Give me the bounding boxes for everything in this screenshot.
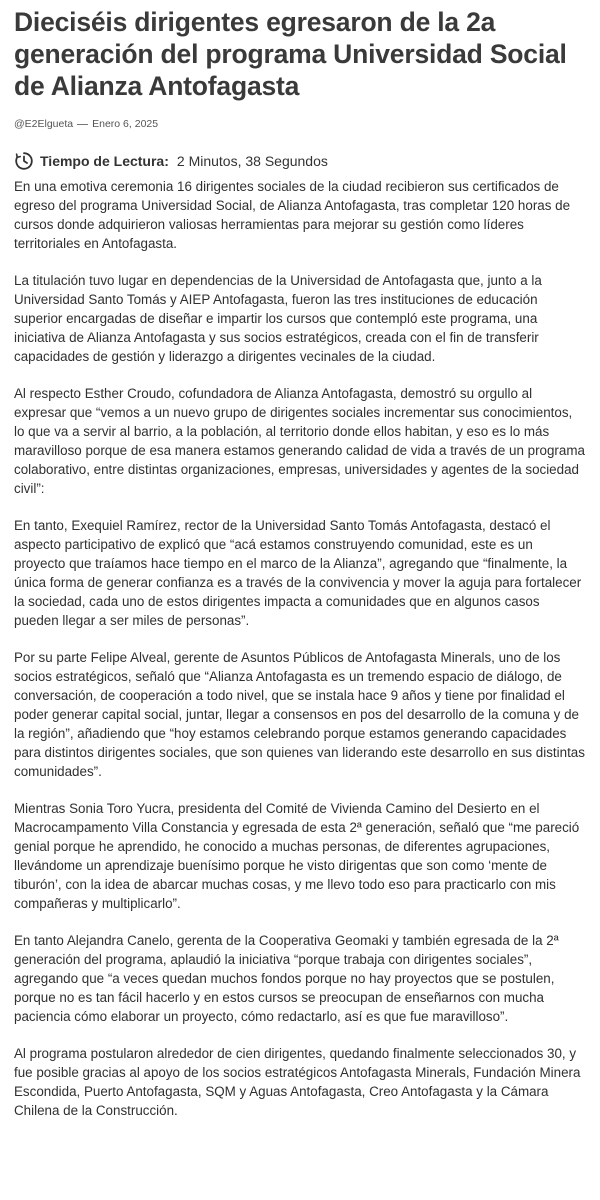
clock-icon <box>14 151 34 171</box>
reading-time-value: 2 Minutos, 38 Segundos <box>176 153 328 169</box>
article-meta <box>14 117 586 131</box>
article-title: Dieciséis dirigentes egresaron de la 2a generación del programa Universidad Social de Alianza Antofagasta <box>14 7 567 101</box>
article-paragraph: Al programa postularon alrededor de cien dirigentes, quedando finalmente seleccionados 30, y fue posible gracias al apoyo de los socios estratégicos Antofagasta Minerals, Fundación Minera Escondida, Puerto Antofagasta, SQM y Aguas Antofagasta, Creo Antofagasta y la Cámara Chilena de la Construcción. <box>14 1046 581 1118</box>
reading-time <box>14 151 586 171</box>
article-paragraph: En tanto, Exequiel Ramírez, rector de la Universidad Santo Tomás Antofagasta, destacó el aspecto participativo de explicó que “acá estamos construyendo comunidad, este es un proyecto que traíamos hace tiempo en el marco de la Alianza”, agregando que “finalmente, la única forma de generar confianza es a través de la convivencia y mover la aguja para fortalecer la sociedad, cada uno de estos dirigentes impacta a comunidades que en algunos casos pueden llegar a ser miles de personas”. <box>14 518 582 628</box>
author-link[interactable]: @E2Elgueta <box>14 118 74 130</box>
meta-separator <box>77 124 88 125</box>
article-paragraph: En tanto Alejandra Canelo, gerenta de la Cooperativa Geomaki y también egresada de la 2ª generación del programa, aplaudió la iniciativa “porque trabaja con dirigentes sociales”, agregando que “a veces quedan muchos fondos porque no hay proyectos que se postulen, porque no es tan fácil hacerlo y en estos cursos se preocupan de enseñarnos con mucha paciencia cómo elaborar un proyecto, cómo redactarlo, así es que fue maravilloso”. <box>14 933 559 1024</box>
publish-date: Enero 6, 2025 <box>92 118 159 130</box>
article-paragraph: Al respecto Esther Croudo, cofundadora de Alianza Antofagasta, demostró su orgullo al expresar que “vemos a un nuevo grupo de dirigentes sociales incrementar sus conocimientos, lo que va a servir al barrio, a la población, al territorio donde ellos habitan, y eso es lo más maravilloso porque de esa manera estamos generando calidad de vida a través de un programa colaborativo, entre distintas organizaciones, empresas, universidades y agentes de la sociedad civil”: <box>14 386 585 496</box>
article-paragraph: En una emotiva ceremonia 16 dirigentes sociales de la ciudad recibieron sus certificados de egreso del programa Universidad Social, de Alianza Antofagasta, tras completar 120 horas de cursos donde adquirieron valiosas herramientas para mejorar su gestión como líderes territoriales en Antofagasta. <box>14 179 571 251</box>
article-paragraph: La titulación tuvo lugar en dependencias de la Universidad de Antofagasta que, junto a la Universidad Santo Tomás y AIEP Antofagasta, fueron las tres instituciones de educación superior encargadas de diseñar e impartir los cursos que contempló este programa, una iniciativa de Alianza Antofagasta y sus socios estratégicos, creada con el fin de transferir capacidades de gestión y liderazgo a dirigentes vecinales de la ciudad. <box>14 273 542 364</box>
article-paragraph: Mientras Sonia Toro Yucra, presidenta del Comité de Vivienda Camino del Desierto en el Macrocampamento Villa Constancia y egresada de esta 2ª generación, señaló que “me pareció genial porque he aprendido, he conocido a muchas personas, de diferentes agrupaciones, llevándome un aprendizaje buenísimo porque he visto dirigentas que son como ‘mente de tiburón’, con la idea de abarcar muchas cosas, y me llevo todo eso para practicarlo con mis compañeras y multiplicarlo”. <box>14 801 580 911</box>
article-paragraph: Por su parte Felipe Alveal, gerente de Asuntos Públicos de Antofagasta Minerals, uno de los socios estratégicos, señaló que “Alianza Antofagasta es un tremendo espacio de diálogo, de conversación, de cooperación a todo nivel, que se instala hace 9 años y tiene por finalidad el poder generar capital social, juntar, llegar a consensos en pos del desarrollo de la comuna y de la región”, añadiendo que “hoy estamos celebrando porque estamos generando capacidades para distintos dirigentes sociales, que son quienes van liderando este desarrollo en sus distintas comunidades”. <box>14 650 585 779</box>
reading-time-label: Tiempo de Lectura: <box>40 153 169 169</box>
